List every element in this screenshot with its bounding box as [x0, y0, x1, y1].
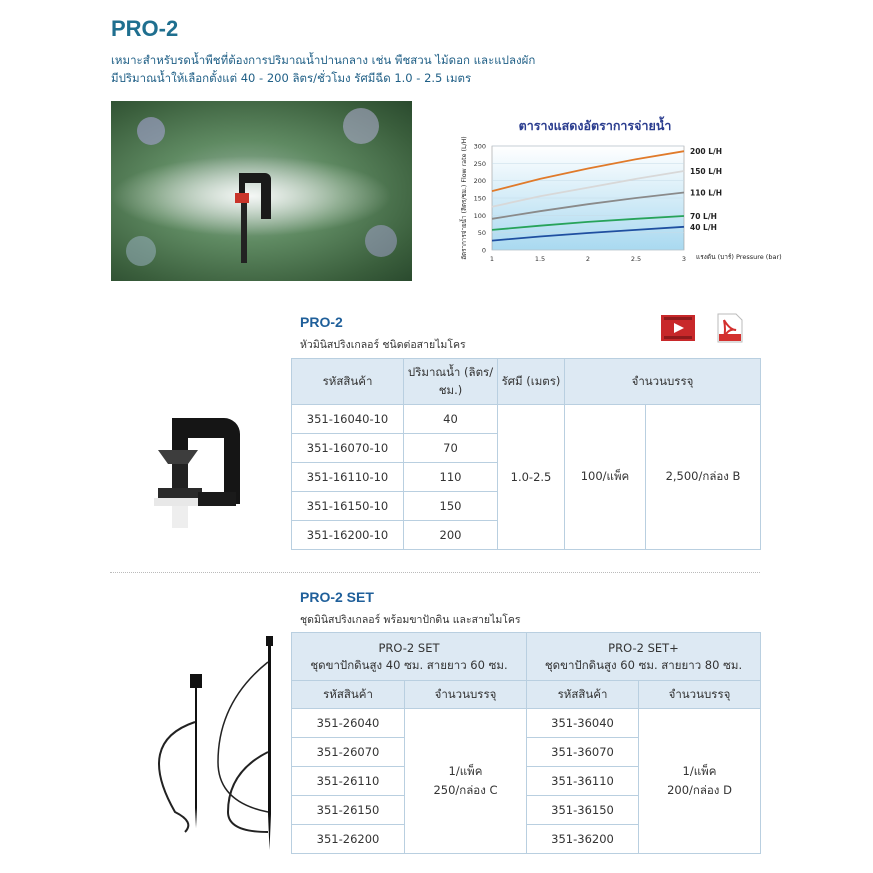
code-b-cell: 351-36040 [527, 709, 639, 738]
pro2set-table [291, 632, 761, 854]
video-icon[interactable] [661, 315, 695, 341]
code-b-cell: 351-36110 [527, 767, 639, 796]
stake-set-image [150, 632, 285, 854]
code-a-cell: 351-26200 [292, 825, 405, 854]
flow-cell: 200 [404, 521, 498, 550]
flow-rate-chart-svg [440, 110, 782, 280]
code-b-cell: 351-36070 [527, 738, 639, 767]
series-label: 70 L/H [690, 212, 717, 222]
x-tick-label: 2.5 [630, 255, 642, 263]
code-cell: 351-16150-10 [292, 492, 404, 521]
radius-cell: 1.0-2.5 [498, 405, 565, 550]
y-axis-label: อัตราการจ่ายน้ำ (ลิตร/ชม.) Flow rate (L/H) [461, 136, 468, 260]
pack-a-line-2: 250/กล่อง C [433, 783, 498, 797]
header-pack-a: จำนวนบรรจุ [405, 681, 527, 709]
header-code: รหัสสินค้า [292, 359, 404, 405]
code-cell: 351-16070-10 [292, 434, 404, 463]
pro2set-title: PRO-2 SET [300, 589, 374, 605]
pack-a-line-1: 1/แพ็ค [448, 764, 483, 778]
series-label: 110 L/H [690, 188, 723, 198]
group-a-header [292, 633, 527, 681]
table-row [292, 405, 761, 434]
pack-b-line-2: 200/กล่อง D [667, 783, 732, 797]
flow-cell: 40 [404, 405, 498, 434]
chart-title: ตารางแสดงอัตราการจ่ายน้ำ [518, 118, 672, 133]
series-label: 40 L/H [690, 222, 717, 232]
pack-b-cell [639, 709, 761, 854]
y-tick-label: 150 [473, 194, 486, 203]
pack-box-cell: 2,500/กล่อง B [646, 405, 761, 550]
pack-a-cell [405, 709, 527, 854]
header-radius: รัศมี (เมตร) [498, 359, 565, 405]
pro2-subtitle: หัวมินิสปริงเกลอร์ ชนิดต่อสายไมโคร [300, 339, 466, 351]
series-label: 150 L/H [690, 166, 723, 176]
x-tick-label: 3 [681, 255, 687, 263]
x-tick-label: 1.5 [534, 255, 546, 263]
group-b-header [527, 633, 761, 681]
flow-cell: 70 [404, 434, 498, 463]
group-a-name: PRO-2 SET [378, 640, 440, 655]
code-cell: 351-16040-10 [292, 405, 404, 434]
y-tick-label: 0 [481, 246, 486, 255]
code-b-cell: 351-36200 [527, 825, 639, 854]
header-code-a: รหัสสินค้า [292, 681, 405, 709]
flow-rate-chart [440, 110, 782, 280]
y-tick-label: 100 [473, 211, 486, 220]
code-cell: 351-16110-10 [292, 463, 404, 492]
page-title: PRO-2 [111, 16, 179, 41]
header-flow: ปริมาณน้ำ (ลิตร/ชม.) [404, 359, 498, 405]
y-tick-label: 250 [473, 159, 486, 168]
intro-line-1: เหมาะสำหรับรดน้ำพืชที่ต้องการปริมาณน้ำปานกลาง เช่น พืชสวน ไม้ดอก และแปลงผัก [111, 53, 536, 67]
y-tick-label: 50 [477, 229, 486, 238]
series-label: 200 L/H [690, 147, 723, 157]
group-b-name: PRO-2 SET+ [608, 640, 679, 655]
header-code-b: รหัสสินค้า [527, 681, 639, 709]
x-axis-label: แรงดัน (บาร์) Pressure (bar) [696, 253, 782, 261]
x-tick-label: 2 [585, 255, 591, 263]
pdf-icon[interactable] [716, 313, 744, 343]
sprinkler-photo [111, 101, 412, 281]
y-tick-label: 200 [473, 177, 486, 186]
intro-line-2: มีปริมาณน้ำให้เลือกตั้งแต่ 40 - 200 ลิตร/ชั่วโมง รัศมีฉีด 1.0 - 2.5 เมตร [111, 71, 472, 85]
pack-b-line-1: 1/แพ็ค [682, 764, 717, 778]
table-row [292, 709, 761, 738]
pro2set-subtitle: ชุดมินิสปริงเกลอร์ พร้อมขาปักดิน และสายไมโคร [300, 614, 521, 626]
flow-cell: 150 [404, 492, 498, 521]
group-b-desc: ชุดขาปักดินสูง 60 ซม. สายยาว 80 ซม. [544, 657, 743, 672]
group-a-desc: ชุดขาปักดินสูง 40 ซม. สายยาว 60 ซม. [310, 657, 508, 672]
code-a-cell: 351-26070 [292, 738, 405, 767]
code-cell: 351-16200-10 [292, 521, 404, 550]
pro2-table [291, 358, 761, 550]
code-b-cell: 351-36150 [527, 796, 639, 825]
flow-cell: 110 [404, 463, 498, 492]
section-divider [110, 572, 760, 573]
sprinkler-head-image [150, 410, 250, 535]
pack-small-cell: 100/แพ็ค [565, 405, 646, 550]
code-a-cell: 351-26040 [292, 709, 405, 738]
pro2-title: PRO-2 [300, 314, 343, 330]
header-pack-b: จำนวนบรรจุ [639, 681, 761, 709]
y-tick-label: 300 [473, 142, 486, 151]
header-pack: จำนวนบรรจุ [565, 359, 761, 405]
x-tick-label: 1 [489, 255, 495, 263]
code-a-cell: 351-26150 [292, 796, 405, 825]
code-a-cell: 351-26110 [292, 767, 405, 796]
